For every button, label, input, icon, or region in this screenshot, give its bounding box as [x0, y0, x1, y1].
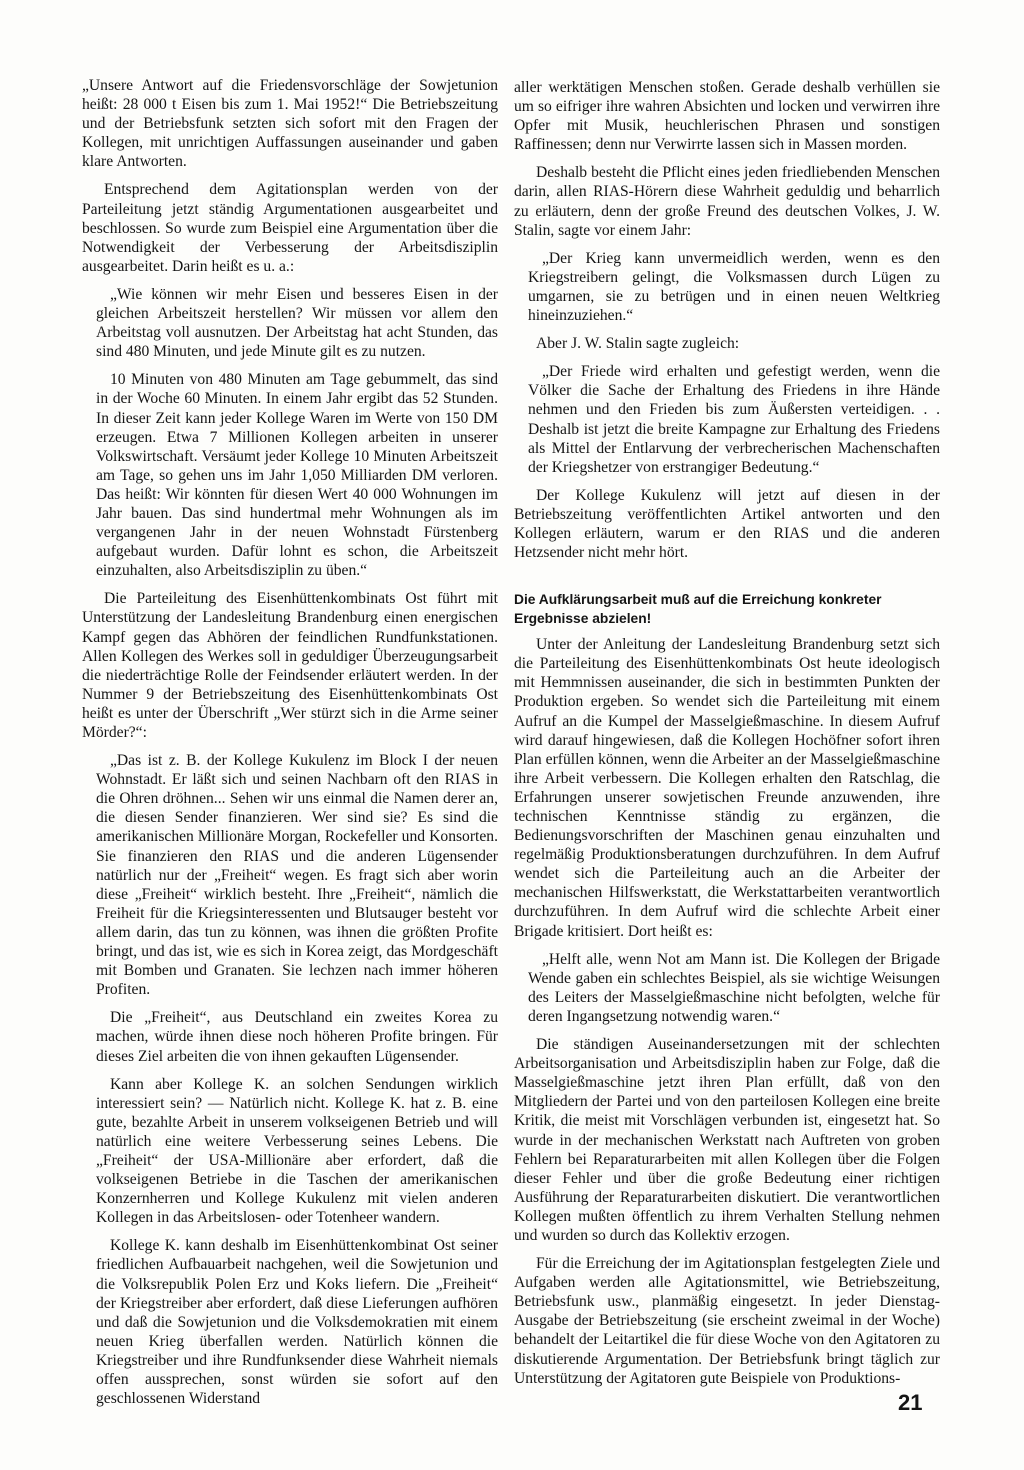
- quote-paragraph: „Wie können wir mehr Eisen und besseres Eisen in der gleichen Arbeitszeit herstellen? Wir müssen vor allem den Arbeitstag voll ausnutzen. Der Arbeitstag hat acht Stunden, das sind 480 Minuten, und jede Minute gilt es zu nutzen.: [96, 285, 498, 361]
- quote-paragraph: „Der Krieg kann unvermeidlich werden, wenn es den Kriegstreibern gelingt, die Volksmassen durch Lügen zu umgarnen, sie zu betrügen und in einen neuen Weltkrieg hineinzuziehen.“: [528, 249, 940, 325]
- paragraph: Entsprechend dem Agitationsplan werden von der Parteileitung jetzt ständig Argumentationen ausgearbeitet und beschlossen. So wurde zum Beispiel eine Argumentation über die Notwendigkeit der Verbesserung der Arbeitsdisziplin ausgearbeitet. Darin heißt es u. a.:: [82, 181, 498, 275]
- quote-paragraph: Die „Freiheit“, aus Deutschland ein zweites Korea zu machen, würde ihnen diese noch höheren Profite bringen. Für dieses Ziel arbeiten die von ihnen gekauften Lügensender.: [96, 1009, 498, 1065]
- paragraph: „Unsere Antwort auf die Friedensvorschläge der Sowjetunion heißt: 28 000 t Eisen bis zum 1. Mai 1952!“ Die Betriebszeitung und der Betriebsfunk setzten sich sofort mit den Fragen der Kollegen, mit unrichtigen Auffassungen auseinander und gaben klare Antworten.: [82, 77, 498, 171]
- paragraph: aller werktätigen Menschen stoßen. Gerade deshalb verhüllen sie um so eifriger ihre wahren Absichten und locken und verwirren ihre Opfer mit Musik, heuchlerischen Phrasen und sonstigen Raffinessen; denn nur Verwirrte lassen sich in Massen morden.: [514, 79, 940, 154]
- paragraph: Deshalb besteht die Pflicht eines jeden friedliebenden Menschen darin, allen RIAS-Hörern diese Wahrheit geduldig und beharrlich zu erläutern, denn der große Freund des deutschen Volkes, J. W. Stalin, sagte vor einem Jahr:: [514, 164, 940, 239]
- left-column: [82, 76, 498, 1417]
- paragraph: Unter der Anleitung der Landesleitung Brandenburg setzt sich die Parteileitung des Eisenhüttenkombinats Ost heute ideologisch mit Hemmnissen auseinander, die sich in bestimmten Punkten der Produktion ergeben. So wendet sich die Parteileitung mit einem Aufruf an die Kumpel der Masselgießmaschine. In diesem Aufruf wird darauf hingewiesen, daß die Kollegen Hochöfner sofort ihren Plan erfüllen können, wenn die Arbeiter an der Masselgießmaschine ihre Arbeit verbessern. Die Kollegen erhalten den Ratschlag, die Erfahrungen unserer sowjetischen Freunde anzuwenden, ihre technischen Kenntnisse ständig zu ergänzen, die Bedienungsvorschriften der Maschinen genau einzuhalten und regelmäßig Produktionsberatungen durchzuführen. In dem Aufruf wendet sich die Parteileitung auch an die Arbeiter der mechanischen Hilfswerkstatt, die Werkstattarbeiten verantwortlich durchzuführen. In dem Aufruf wird die schlechte Arbeit einer Brigade kritisiert. Dort heißt es:: [514, 636, 940, 940]
- right-column: [514, 78, 940, 1397]
- quote-paragraph: „Der Friede wird erhalten und gefestigt werden, wenn die Völker die Sache der Erhaltung des Friedens in ihre Hände nehmen und den Frieden bis zum Äußersten verteidigen. . . Deshalb ist jetzt die breite Kampagne zur Erhaltung des Friedens als Mittel der Entlarvung der verbrecherischen Machenschaften der Kriegshetzer von erstrangiger Bedeutung.“: [528, 363, 940, 476]
- paragraph: Die Parteileitung des Eisenhüttenkombinats Ost führt mit Unterstützung der Landesleitung Brandenburg einen energischen Kampf gegen das Abhören der feindlichen Rundfunkstationen. Allen Kollegen des Werkes soll in geduldiger Überzeugungsarbeit die niederträchtige Rolle der Feindsender erläutert werden. In der Nummer 9 der Betriebszeitung des Eisenhüttenkombinats Ost heißt es unter der Überschrift „Wer stürzt sich in die Arme seiner Mörder?“:: [82, 590, 498, 741]
- paragraph: Aber J. W. Stalin sagte zugleich:: [536, 335, 740, 353]
- paragraph: Die ständigen Auseinandersetzungen mit der schlechten Arbeitsorganisation und Arbeitsdisziplin haben zur Folge, daß die Masselgießmaschine jetzt ihren Plan erfüllt, daß von den Mitgliedern der Partei und von den parteilosen Kollegen eine breite Kritik, die meist mit Vorschlägen verbunden ist, eingesetzt hat. So wurde in der mechanischen Werkstatt nach Auftreten von groben Fehlern bei Reparaturarbeiten mit allen Kollegen über die Folgen dieser Fehler und über die große Bedeutung einer richtigen Ausführung der Reparaturarbeiten diskutiert. Die verantwortlichen Kollegen mußten öffentlich zu ihrem Verhalten Stellung nehmen und wurden so durch das Kollektiv erzogen.: [514, 1036, 940, 1244]
- quote-paragraph: Kollege K. kann deshalb im Eisenhüttenkombinat Ost seiner friedlichen Aufbauarbeit nachgehen, weil die Sowjetunion und die Volksrepublik Polen Erz und Koks liefern. Die „Freiheit“ der Kriegstreiber aber erfordert, daß diese Lieferungen aufhören und daß die Sowjetunion und die Volksdemokratien mit einem neuen Krieg überfallen werden. Natürlich können die Kriegstreiber und ihre Rundfunksender diese Wahrheit niemals offen aussprechen, sonst würden sie sofort auf den geschlossenen Widerstand: [96, 1237, 498, 1408]
- section-heading: Die Aufklärungsarbeit muß auf die Erreichung konkreter Ergebnisse abzielen!: [514, 592, 882, 627]
- paragraph: Der Kollege Kukulenz will jetzt auf diesen in der Betriebszeitung veröffentlichten Artikel antworten und den Kollegen erläutern, warum er den RIAS und die anderen Hetzsender nicht mehr hört.: [514, 486, 940, 562]
- quote-paragraph: „Helft alle, wenn Not am Mann ist. Die Kollegen der Brigade Wende gaben ein schlechtes Beispiel, als sie wichtige Weisungen des Leiters der Masselgießmaschine nicht befolgten, welche für deren Ingangsetzung notwendig waren.“: [528, 950, 940, 1025]
- page-number: 21: [898, 1390, 923, 1415]
- quote-paragraph: 10 Minuten von 480 Minuten am Tage gebummelt, das sind in der Woche 60 Minuten. In einem Jahr ergibt das 52 Stunden. In dieser Zeit kann jeder Kollege Waren im Werte von 150 DM erzeugen. Etwa 7 Millionen Kollegen arbeiten in unserer Volkswirtschaft. Versäumt jeder Kollege 10 Minuten Arbeitszeit am Tage, so gehen uns im Jahr 1,050 Milliarden DM verloren. Das heißt: Wir könnten für diesen Wert 40 000 Wohnungen im Jahr bauen. Das sind hundertmal mehr Wohnungen als im vergangenen Jahr in der neuen Wohnstadt Fürstenberg aufgebaut wurden. Dafür lohnt es schon, die Arbeitszeit einzuhalten, also Arbeitsdisziplin zu üben.“: [96, 371, 498, 580]
- quote-paragraph: Kann aber Kollege K. an solchen Sendungen wirklich interessiert sein? — Natürlich nicht. Kollege K. hat z. B. eine gute, bezahlte Arbeit in unserem volkseigenen Betrieb und will natürlich eine weitere Verbesserung seines Lebens. Die „Freiheit“ der USA-Millionäre aber erfordert, daß die volkseigenen Betriebe in die Taschen der amerikanischen Konzernherren und Kollege Kukulenz mit vielen anderen Kollegen in das Arbeitslosen- oder Totenheer wandern.: [96, 1075, 498, 1227]
- paragraph: Für die Erreichung der im Agitationsplan festgelegten Ziele und Aufgaben werden alle Agitationsmittel, wie Betriebszeitung, Betriebsfunk usw., planmäßig eingesetzt. In jeder Dienstag-Ausgabe der Betriebszeitung (sie erscheint zweimal in der Woche) behandelt der Leitartikel die für diese Woche von den Agitatoren zu diskutierende Argumentation. Der Betriebsfunk bringt täglich zur Unterstützung der Agitatoren gute Beispiele von Produktions-: [514, 1255, 940, 1387]
- quote-paragraph: „Das ist z. B. der Kollege Kukulenz im Block I der neuen Wohnstadt. Er läßt sich und seinen Nachbarn oft den RIAS in die Ohren dröhnen... Sehen wir uns einmal die Namen derer an, die diesen Sender finanzieren. Wer sind sie? Es sind die amerikanischen Millionäre Morgan, Rockefeller und Konsorten. Sie finanzieren den RIAS und die anderen Lügensender natürlich nur der „Freiheit“ wegen. Es fragt sich aber worin diese „Freiheit“ wirklich besteht. Ihre „Freiheit“, nämlich die Freiheit für die Kriegsinteressenten und Blutsauger besteht vor allem darin, das tun zu können, was ihnen die größten Profite bringt, und das ist, wie es sich in Korea zeigt, das Mordgeschäft mit Bomben und Granaten. Sie lechzen nach immer höheren Profiten.: [96, 752, 498, 999]
